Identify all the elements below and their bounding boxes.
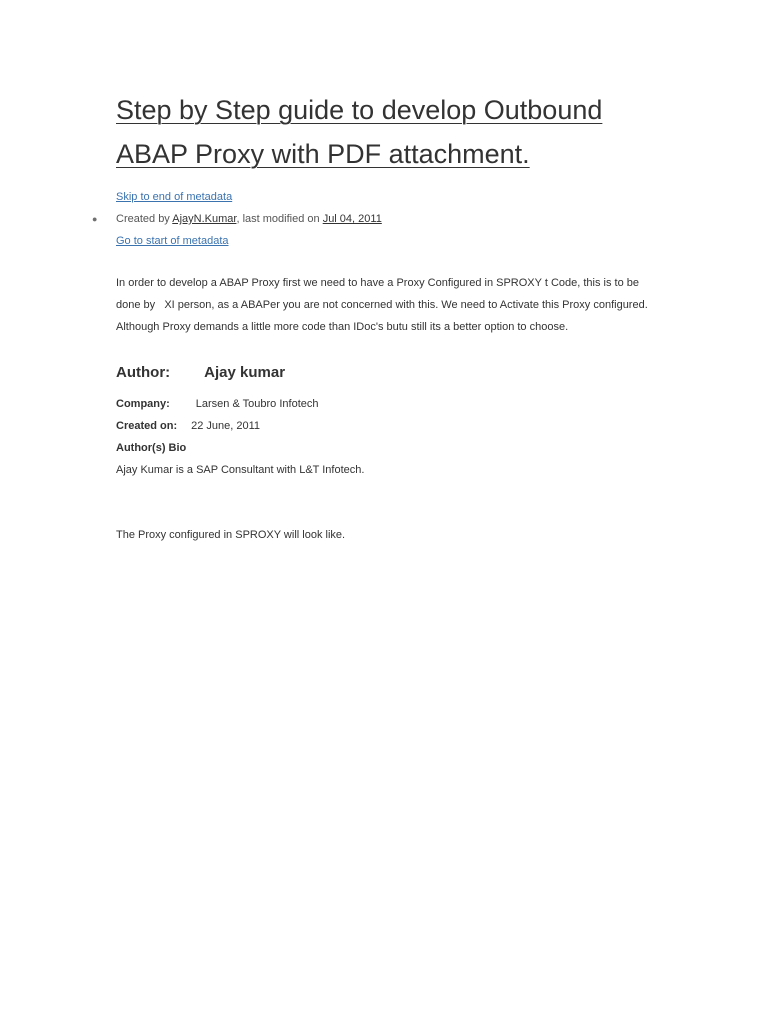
document-page (92, 88, 676, 546)
intro-line-3: Although Proxy demands a little more code than IDoc's butu still its a better option to choose. (116, 321, 569, 333)
company-value: Larsen & Toubro Infotech (195, 398, 319, 410)
author-profile-link[interactable]: AjayN.Kumar (172, 213, 237, 225)
created-on-label: Created on: (116, 420, 178, 432)
title-line-2: ABAP Proxy with PDF attachment. (116, 139, 530, 169)
page-title (116, 88, 676, 176)
created-by-prefix: Created by (116, 213, 173, 225)
bio-text: Ajay Kumar is a SAP Consultant with L&T Infotech. (116, 464, 365, 476)
created-on-value: 22 June, 2011 (191, 420, 261, 432)
intro-paragraph (116, 272, 676, 338)
modified-date-link[interactable]: Jul 04, 2011 (322, 213, 382, 225)
intro-line-2: done by XI person, as a ABAPer you are not concerned with this. We need to Activate this Proxy configured. (116, 299, 648, 311)
bio-label: Author(s) Bio (116, 442, 187, 454)
skip-to-end-of-metadata-link[interactable]: Skip to end of metadata (116, 191, 233, 203)
proxy-note: The Proxy configured in SPROXY will look like. (116, 529, 346, 541)
bio-label-row (116, 437, 676, 459)
created-on-row (116, 415, 676, 437)
author-heading (116, 364, 676, 381)
title-line-1: Step by Step guide to develop Outbound (116, 95, 603, 125)
bullet-icon: ● (92, 214, 98, 224)
author-details (116, 393, 676, 481)
company-row (116, 393, 676, 415)
company-label: Company: (116, 398, 170, 410)
go-to-start-of-metadata-link[interactable]: Go to start of metadata (116, 235, 229, 247)
author-label: Author: (116, 364, 171, 381)
author-name: Ajay kumar (204, 364, 286, 381)
created-by-row (92, 208, 676, 230)
last-modified-text: , last modified on (236, 213, 323, 225)
metadata-block (92, 186, 676, 252)
intro-line-1: In order to develop a ABAP Proxy first we need to have a Proxy Configured in SPROXY t Code, this is to be (116, 277, 639, 289)
